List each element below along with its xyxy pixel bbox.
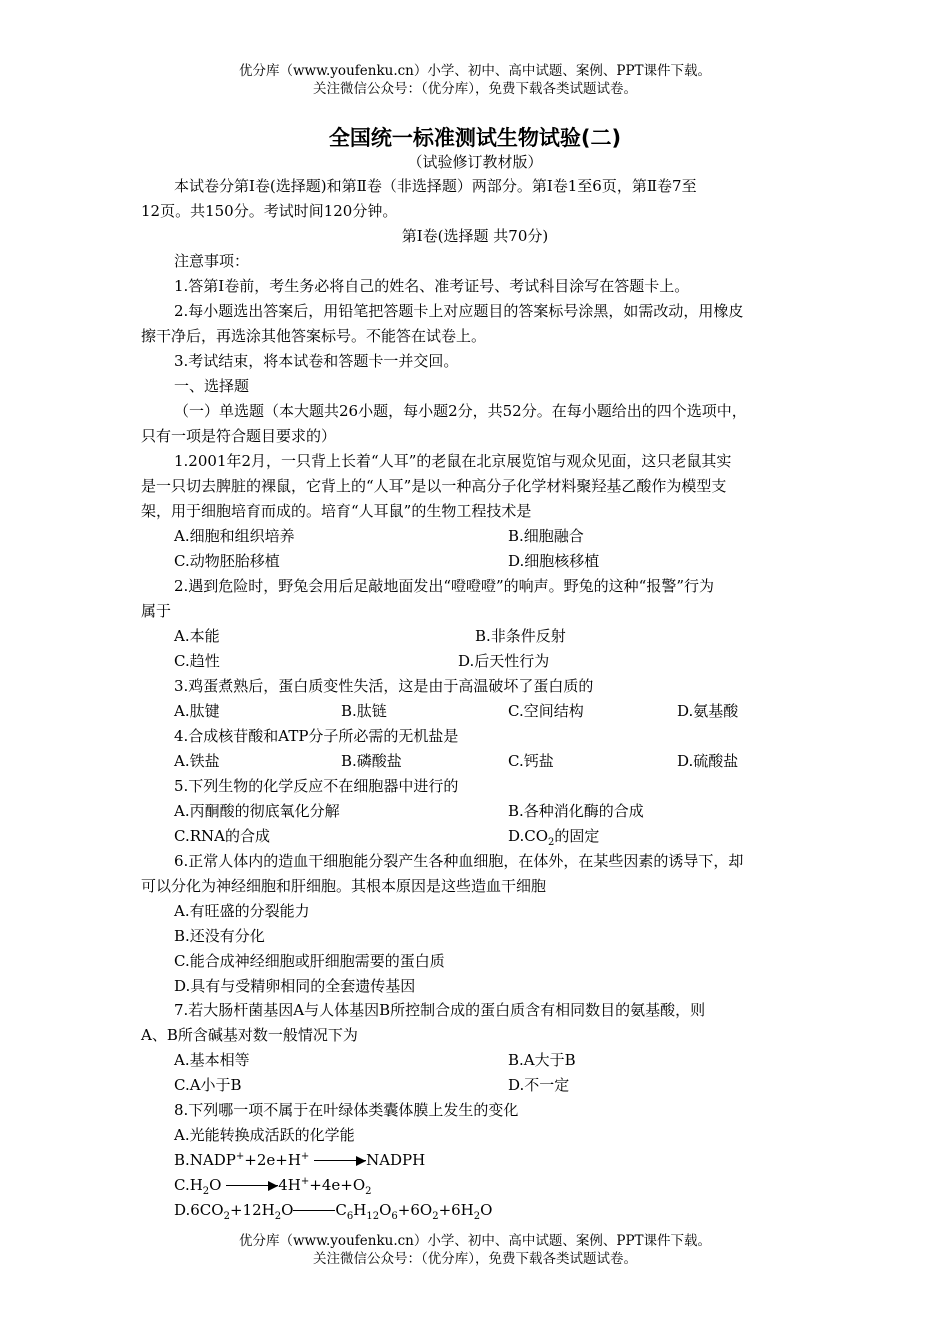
note-1: 1.答第Ⅰ卷前，考生务必将自己的姓名、准考证号、考试科目涂写在答题卡上。: [174, 277, 690, 295]
section-heading: 一、选择题: [174, 377, 250, 395]
q5-option-c: C.RNA的合成: [174, 827, 270, 845]
q4-option-d: D.硫酸盐: [677, 752, 739, 770]
q1-option-a: A.细胞和组织培养: [174, 527, 295, 545]
q3-option-d: D.氨基酸: [677, 702, 739, 720]
note-3: 3.考试结束，将本试卷和答题卡一并交回。: [174, 352, 459, 370]
header-line-1: 优分库（www.youfenku.cn）小学、初中、高中试题、案例、PPT课件下载。: [238, 63, 712, 79]
q2-option-d: D.后天性行为: [458, 652, 550, 670]
q7-option-a: A.基本相等: [174, 1051, 250, 1069]
q4-option-a: A.铁盐: [174, 752, 220, 770]
q8-option-d: $D.6CO_2+12H_2O$ $C_6H_{12}O_6+6O_2+6H_2O$: [174, 1201, 493, 1222]
q6-stem-line-2: 可以分化为神经细胞和肝细胞。其根本原因是这些造血干细胞: [141, 877, 547, 895]
q1-stem-line-1: 1.2001年2月，一只背上长着“人耳”的老鼠在北京展览馆与观众见面，这只老鼠其实: [174, 452, 732, 470]
q2-stem-line-1: 2.遇到危险时，野兔会用后足敲地面发出“噔噔噔”的响声。野兔的这种“报警”行为: [174, 577, 714, 595]
q8-option-b: B.NADP++2e+H+ NADPH: [174, 1151, 426, 1169]
q2-option-c: C.趋性: [174, 652, 220, 670]
q4-option-b: B.磷酸盐: [341, 752, 402, 770]
q3-option-c: C.空间结构: [508, 702, 584, 720]
reaction-line-icon: [293, 1206, 335, 1216]
q1-option-d: D.细胞核移植: [508, 552, 600, 570]
note-2-line-2: 擦干净后，再选涂其他答案标号。不能答在试卷上。: [141, 327, 487, 345]
intro-line-2: 12页。共150分。考试时间120分钟。: [141, 202, 398, 220]
q1-option-b: B.细胞融合: [508, 527, 584, 545]
q6-stem-line-1: 6.正常人体内的造血干细胞能分裂产生各种血细胞，在体外，在某些因素的诱导下，却: [174, 852, 744, 870]
footer-line-2: 关注微信公众号：（优分库），免费下载各类试题试卷。: [313, 1251, 637, 1267]
q6-option-d: D.具有与受精卵相同的全套遗传基因: [174, 977, 416, 995]
q6-option-a: A.有旺盛的分裂能力: [174, 902, 310, 920]
q3-stem: 3.鸡蛋煮熟后，蛋白质变性失活，这是由于高温破坏了蛋白质的: [174, 677, 594, 695]
q5-option-b: B.各种消化酶的合成: [508, 802, 644, 820]
q2-option-a: A.本能: [174, 627, 220, 645]
q2-stem-line-2: 属于: [141, 602, 172, 620]
footer-line-1: 优分库（www.youfenku.cn）小学、初中、高中试题、案例、PPT课件下载。: [238, 1233, 712, 1249]
q3-option-b: B.肽链: [341, 702, 387, 720]
q7-option-b: B.A大于B: [508, 1051, 576, 1069]
q1-option-c: C.动物胚胎移植: [174, 552, 280, 570]
q8-stem: 8.下列哪一项不属于在叶绿体类囊体膜上发生的变化: [174, 1101, 519, 1119]
q6-option-b: B.还没有分化: [174, 927, 265, 945]
notes-heading: 注意事项：: [174, 252, 250, 270]
q7-option-d: D.不一定: [508, 1076, 570, 1094]
q7-stem-line-1: 7.若大肠杆菌基因A与人体基因B所控制合成的蛋白质含有相同数目的氨基酸，则: [174, 1001, 706, 1019]
q7-stem-line-2: A、B所含碱基对数一般情况下为: [141, 1026, 358, 1044]
part1-heading: 第Ⅰ卷(选择题 共70分): [401, 227, 549, 245]
q2-option-b: B.非条件反射: [475, 627, 566, 645]
page-subtitle: （试验修订教材版）: [407, 153, 543, 171]
q5-option-a: A.丙酮酸的彻底氧化分解: [174, 802, 340, 820]
q4-stem: 4.合成核苷酸和ATP分子所必需的无机盐是: [174, 727, 459, 745]
q1-stem-line-2: 是一只切去脾脏的裸鼠，它背上的“人耳”是以一种高分子化学材料聚羟基乙酸作为模型支: [141, 477, 727, 495]
q8-option-a: A.光能转换成活跃的化学能: [174, 1126, 355, 1144]
reaction-arrow-icon: [314, 1156, 366, 1166]
q7-option-c: C.A小于B: [174, 1076, 242, 1094]
q8-option-c: $C.H_2O$ $4H^++4e+O_2$: [174, 1176, 372, 1197]
q4-option-c: C.钙盐: [508, 752, 554, 770]
q1-stem-line-3: 架，用于细胞培育而成的。培育“人耳鼠”的生物工程技术是: [141, 502, 532, 520]
intro-line-1: 本试卷分第Ⅰ卷(选择题)和第Ⅱ卷（非选择题）两部分。第Ⅰ卷1至6页，第Ⅱ卷7至: [174, 177, 697, 195]
note-2-line-1: 2.每小题选出答案后，用铅笔把答题卡上对应题目的答案标号涂黑，如需改动，用橡皮: [174, 302, 744, 320]
q6-option-c: C.能合成神经细胞或肝细胞需要的蛋白质: [174, 952, 445, 970]
page-title: 全国统一标准测试生物试验(二): [328, 126, 622, 150]
section-instructions-line-2: 只有一项是符合题目要求的）: [141, 427, 337, 445]
q3-option-a: A.肽键: [174, 702, 220, 720]
q5-option-d: $D.CO_2$的固定: [508, 827, 600, 848]
section-instructions-line-1: （一）单选题（本大题共26小题，每小题2分，共52分。在每小题给出的四个选项中，: [174, 402, 747, 420]
header-line-2: 关注微信公众号：（优分库），免费下载各类试题试卷。: [313, 81, 637, 97]
q5-stem: 5.下列生物的化学反应不在细胞器中进行的: [174, 777, 459, 795]
reaction-arrow-icon: [226, 1181, 278, 1191]
